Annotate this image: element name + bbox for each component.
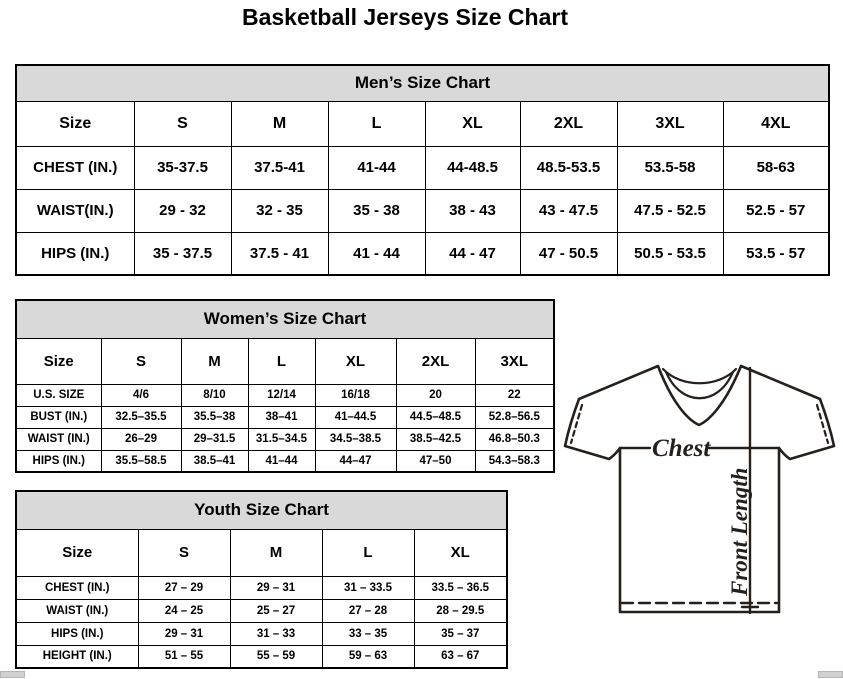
value-cell: 37.5-41 <box>231 146 328 189</box>
value-cell: 47.5 - 52.5 <box>617 189 723 232</box>
value-cell: 38.5–41 <box>181 450 248 472</box>
value-cell: 50.5 - 53.5 <box>617 232 723 275</box>
table-title: Youth Size Chart <box>16 491 507 529</box>
value-cell: 58-63 <box>723 146 829 189</box>
front-length-label: Front Length <box>727 467 752 596</box>
value-cell: 24 – 25 <box>138 599 230 622</box>
column-header-cell: L <box>328 101 425 146</box>
value-cell: 22 <box>475 384 554 406</box>
value-cell: 44–47 <box>315 450 396 472</box>
value-cell: 35 – 37 <box>414 622 507 645</box>
table-row <box>16 450 554 472</box>
value-cell: 33.5 – 36.5 <box>414 576 507 599</box>
table-row <box>16 146 829 189</box>
value-cell: 37.5 - 41 <box>231 232 328 275</box>
value-cell: 43 - 47.5 <box>520 189 617 232</box>
table-row <box>16 576 507 599</box>
value-cell: 59 – 63 <box>322 645 414 668</box>
value-cell: 29 – 31 <box>138 622 230 645</box>
table-row <box>16 232 829 275</box>
size-table <box>15 299 555 473</box>
row-label-cell: WAIST(IN.) <box>16 189 134 232</box>
horizontal-scrollbar-right-thumb[interactable] <box>818 671 843 678</box>
column-header-cell: S <box>101 338 181 384</box>
column-header-cell: Size <box>16 101 134 146</box>
row-label-cell: WAIST (IN.) <box>16 428 101 450</box>
value-cell: 27 – 28 <box>322 599 414 622</box>
value-cell: 38–41 <box>248 406 315 428</box>
row-label-cell: CHEST (IN.) <box>16 576 138 599</box>
column-header-cell: Size <box>16 529 138 576</box>
column-header-cell: Size <box>16 338 101 384</box>
column-header-cell: M <box>231 101 328 146</box>
value-cell: 29 – 31 <box>230 576 322 599</box>
column-header-cell: 3XL <box>617 101 723 146</box>
value-cell: 52.5 - 57 <box>723 189 829 232</box>
collar-rib-arc-inner <box>666 372 733 398</box>
value-cell: 28 – 29.5 <box>414 599 507 622</box>
value-cell: 35.5–38 <box>181 406 248 428</box>
column-header-cell: 2XL <box>396 338 475 384</box>
value-cell: 38.5–42.5 <box>396 428 475 450</box>
value-cell: 47 - 50.5 <box>520 232 617 275</box>
table-row <box>16 384 554 406</box>
value-cell: 31 – 33 <box>230 622 322 645</box>
table-row <box>16 645 507 668</box>
value-cell: 32.5–35.5 <box>101 406 181 428</box>
value-cell: 34.5–38.5 <box>315 428 396 450</box>
column-header-cell: S <box>134 101 231 146</box>
column-header-cell: M <box>230 529 322 576</box>
table-row <box>16 406 554 428</box>
size-table <box>15 490 508 669</box>
column-header-cell: L <box>248 338 315 384</box>
value-cell: 25 – 27 <box>230 599 322 622</box>
collar-rib-arc-outer <box>663 369 736 383</box>
value-cell: 54.3–58.3 <box>475 450 554 472</box>
column-header-cell: 4XL <box>723 101 829 146</box>
column-header-cell: XL <box>425 101 520 146</box>
row-label-cell: U.S. SIZE <box>16 384 101 406</box>
value-cell: 8/10 <box>181 384 248 406</box>
value-cell: 53.5 - 57 <box>723 232 829 275</box>
youth-size-table <box>15 490 506 669</box>
value-cell: 12/14 <box>248 384 315 406</box>
column-header-cell: 2XL <box>520 101 617 146</box>
page-title: Basketball Jerseys Size Chart <box>241 4 568 30</box>
horizontal-scrollbar-left-thumb[interactable] <box>0 671 25 678</box>
value-cell: 35 - 37.5 <box>134 232 231 275</box>
value-cell: 41-44 <box>328 146 425 189</box>
row-label-cell: CHEST (IN.) <box>16 146 134 189</box>
value-cell: 31.5–34.5 <box>248 428 315 450</box>
value-cell: 51 – 55 <box>138 645 230 668</box>
size-table <box>15 64 830 276</box>
left-sleeve-stitch-line <box>571 405 582 443</box>
value-cell: 48.5-53.5 <box>520 146 617 189</box>
value-cell: 27 – 29 <box>138 576 230 599</box>
value-cell: 53.5-58 <box>617 146 723 189</box>
row-label-cell: HIPS (IN.) <box>16 232 134 275</box>
column-header-cell: 3XL <box>475 338 554 384</box>
value-cell: 35-37.5 <box>134 146 231 189</box>
value-cell: 55 – 59 <box>230 645 322 668</box>
value-cell: 41–44 <box>248 450 315 472</box>
value-cell: 35.5–58.5 <box>101 450 181 472</box>
column-header-cell: M <box>181 338 248 384</box>
value-cell: 16/18 <box>315 384 396 406</box>
value-cell: 38 - 43 <box>425 189 520 232</box>
column-header-cell: XL <box>315 338 396 384</box>
table-row <box>16 622 507 645</box>
mens-size-table <box>15 64 828 276</box>
value-cell: 44-48.5 <box>425 146 520 189</box>
value-cell: 41–44.5 <box>315 406 396 428</box>
row-label-cell: HIPS (IN.) <box>16 450 101 472</box>
column-header-cell: XL <box>414 529 507 576</box>
value-cell: 63 – 67 <box>414 645 507 668</box>
womens-size-table <box>15 299 553 473</box>
value-cell: 41 - 44 <box>328 232 425 275</box>
value-cell: 4/6 <box>101 384 181 406</box>
jersey-body-outline <box>565 366 834 612</box>
row-label-cell: WAIST (IN.) <box>16 599 138 622</box>
value-cell: 47–50 <box>396 450 475 472</box>
row-label-cell: HIPS (IN.) <box>16 622 138 645</box>
table-title: Women’s Size Chart <box>16 300 554 338</box>
table-row <box>16 599 507 622</box>
value-cell: 44.5–48.5 <box>396 406 475 428</box>
value-cell: 52.8–56.5 <box>475 406 554 428</box>
column-header-cell: L <box>322 529 414 576</box>
value-cell: 46.8–50.3 <box>475 428 554 450</box>
right-sleeve-stitch-line <box>817 405 828 443</box>
value-cell: 31 – 33.5 <box>322 576 414 599</box>
table-row <box>16 189 829 232</box>
value-cell: 20 <box>396 384 475 406</box>
value-cell: 29–31.5 <box>181 428 248 450</box>
value-cell: 26–29 <box>101 428 181 450</box>
row-label-cell: BUST (IN.) <box>16 406 101 428</box>
jersey-measurement-diagram <box>556 360 843 625</box>
value-cell: 44 - 47 <box>425 232 520 275</box>
row-label-cell: HEIGHT (IN.) <box>16 645 138 668</box>
value-cell: 29 - 32 <box>134 189 231 232</box>
chest-label: Chest <box>652 435 711 462</box>
jersey-outline-illustration <box>556 360 843 625</box>
column-header-cell: S <box>138 529 230 576</box>
table-title: Men’s Size Chart <box>16 65 829 101</box>
value-cell: 32 - 35 <box>231 189 328 232</box>
value-cell: 33 – 35 <box>322 622 414 645</box>
table-row <box>16 428 554 450</box>
value-cell: 35 - 38 <box>328 189 425 232</box>
